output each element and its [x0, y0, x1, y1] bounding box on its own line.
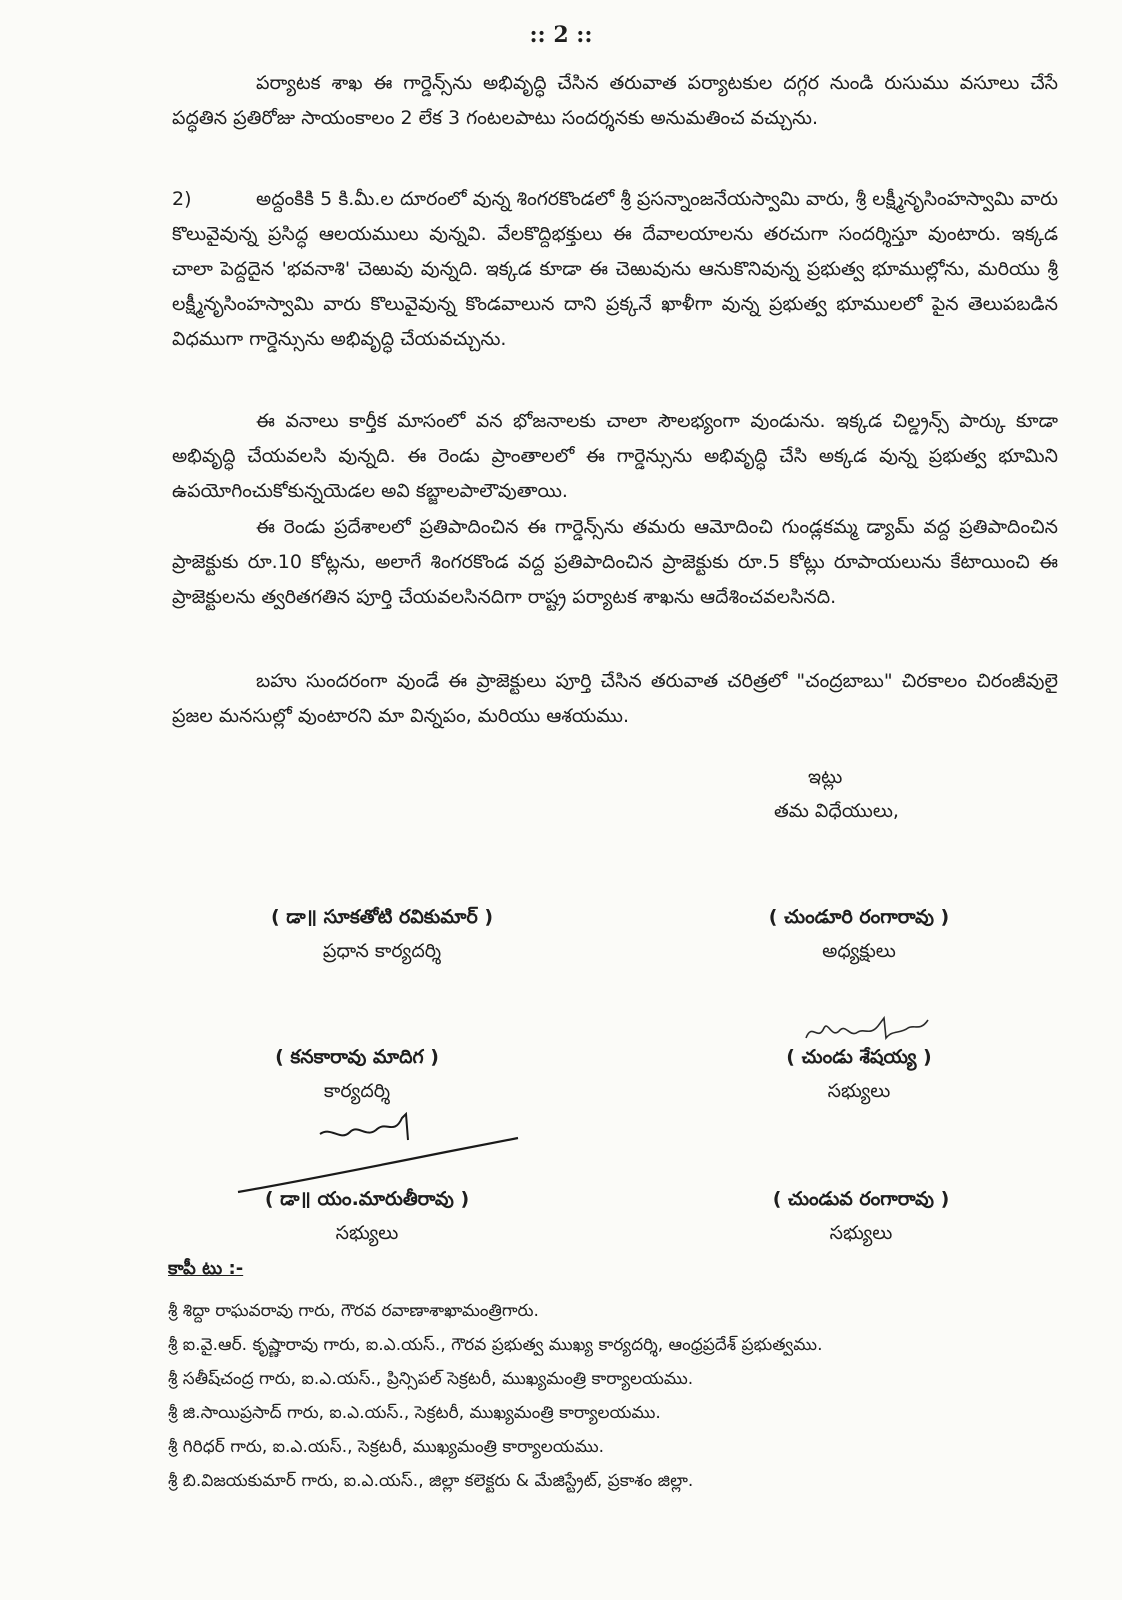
- list-item: శ్రీ బి.విజయకుమార్ గారు, ఐ.ఎ.యస్., జిల్లా కలెక్టరు & మేజిస్ట్రేట్, ప్రకాశం జిల్లా.: [168, 1471, 694, 1491]
- paragraph-2: [172, 182, 1058, 357]
- handwritten-signature-seshayya: [800, 1012, 940, 1048]
- signatory-name: ( చుండూరి రంగారావు ): [768, 906, 950, 928]
- signatory-name: ( డా॥ సూకతోటి రవికుమార్ ): [270, 906, 494, 928]
- signatory-title: అధ్యక్షులు: [822, 940, 896, 962]
- list-item: శ్రీ జి.సాయిప్రసాద్ గారు, ఐ.ఎ.యస్., సెక్రటరీ, ముఖ్యమంత్రి కార్యాలయము.: [168, 1403, 661, 1423]
- paragraph-2-number: 2): [172, 188, 192, 210]
- signatory-general-secretary: [232, 900, 532, 968]
- list-item: శ్రీ గిరిధర్ గారు, ఐ.ఎ.యస్., సెక్రటరీ, ముఖ్యమంత్రి కార్యాలయము.: [168, 1437, 604, 1457]
- closing-vidheyulu: తమ విధేయులు,: [774, 800, 899, 822]
- copy-to-heading: కాపీ టు :-: [168, 1258, 244, 1279]
- list-item: శ్రీ ఐ.వై.ఆర్. కృష్ణారావు గారు, ఐ.ఎ.యస్., గౌరవ ప్రభుత్వ ముఖ్య కార్యదర్శి, ఆంధ్రప్రదేశ్ ప్రభుత్వము.: [168, 1335, 823, 1355]
- signatory-president: [724, 900, 994, 968]
- signatory-member-seshayya: [734, 1040, 984, 1108]
- signatory-title: సభ్యులు: [827, 1080, 891, 1102]
- signatory-title: సభ్యులు: [335, 1222, 399, 1244]
- copy-to-list: [168, 1294, 1068, 1498]
- paragraph-4: ఈ రెండు ప్రదేశాలలో ప్రతిపాదించిన ఈ గార్డెన్స్‌ను తమరు ఆమోదించి గుండ్లకమ్మ డ్యామ్ వద్ద ప్రతిపాదించిన ప్రాజెక్టుకు రూ.10 కోట్లను, అలాగే శింగరకొండ వద్ద ప్రతిపాదించిన ప్రాజెక్టుకు రూ.5 కోట్లు రూపాయలును కేటాయించి ఈ ప్రాజెక్టులను త్వరితగతిన పూర్తి చేయవలసినదిగా రాష్ట్ర పర్యాటక శాఖను ఆదేశించవలసినది.: [172, 516, 1058, 608]
- signatory-title: సభ్యులు: [829, 1222, 893, 1244]
- handwritten-signature-maruthirao: [236, 1112, 536, 1208]
- signatory-name: ( కనకారావు మాదిగ ): [275, 1046, 439, 1068]
- signatory-name: ( చుండువ రంగారావు ): [772, 1188, 950, 1210]
- list-item: శ్రీ సతీష్‌చంద్ర గారు, ఐ.ఎ.యస్., ప్రిన్సిపల్ సెక్రటరీ, ముఖ్యమంత్రి కార్యాలయము.: [168, 1369, 694, 1389]
- signatory-title: కార్యదర్శి: [323, 1080, 391, 1102]
- signatory-member-rangarao: [726, 1182, 996, 1250]
- paragraph-5: బహు సుందరంగా వుండే ఈ ప్రాజెక్టులు పూర్తి చేసిన తరువాత చరిత్రలో "చంద్రబాబు" చిరకాలం చిరంజీవులై ప్రజల మనసుల్లో వుంటారని మా విన్నపం, మరియు ఆశయము.: [172, 670, 1058, 727]
- list-item: శ్రీ శిద్దా రాఘవరావు గారు, గౌరవ రవాణాశాఖామంత్రిగారు.: [168, 1301, 539, 1321]
- closing-itlu: ఇట్లు: [808, 766, 843, 788]
- signatory-name: ( చుండు శేషయ్య ): [786, 1046, 932, 1068]
- signatory-name: ( డా॥ యం.మారుతీరావు ): [264, 1188, 470, 1210]
- page-number: :: 2 ::: [529, 22, 593, 48]
- paragraph-2-text: అద్దంకికి 5 కి.మీ.ల దూరంలో వున్న శింగరకొండలో శ్రీ ప్రసన్నాంజనేయస్వామి వారు, శ్రీ లక్ష్మీనృసింహస్వామి వారు కొలువైవున్న ప్రసిద్ధ ఆలయములు వున్నవి. వేలకొద్దిభక్తులు ఈ దేవాలయాలను తరచుగా సందర్శిస్తూ వుంటారు. ఇక్కడ చాలా పెద్దదైన 'భవనాశి' చెఱువు వున్నది. ఇక్కడ కూడా ఈ చెఱువును ఆనుకొనివున్న ప్రభుత్వ భూముల్లోను, మరియు శ్రీ లక్ష్మీనృసింహస్వామి వారు కొలువైవున్న కొండవాలున దాని ప్రక్కనే ఖాళీగా వున్న ప్రభుత్వ భూములలో పైన తెలుపబడిన విధముగా గార్డెన్సును అభివృద్ధి చేయవచ్చును.: [172, 188, 1058, 350]
- signatory-secretary: [232, 1040, 482, 1108]
- paragraph-1: పర్యాటక శాఖ ఈ గార్డెన్స్‌ను అభివృద్ధి చేసిన తరువాత పర్యాటకుల దగ్గర నుండి రుసుము వసూలు చేసే పద్ధతిన ప్రతిరోజు సాయంకాలం 2 లేక 3 గంటలపాటు సందర్శనకు అనుమతించ వచ్చును.: [172, 72, 1058, 129]
- paragraph-3: ఈ వనాలు కార్తీక మాసంలో వన భోజనాలకు చాలా సౌలభ్యంగా వుండును. ఇక్కడ చిల్డ్రన్స్ పార్కు కూడా అభివృద్ధి చేయవలసి వున్నది. ఈ రెండు ప్రాంతాలలో ఈ గార్డెన్సును అభివృద్ధి చేసి అక్కడ వున్న ప్రభుత్వ భూమిని ఉపయోగించుకోకున్నయెడల అవి కబ్జాలపాలౌవుతాయి.: [172, 410, 1058, 502]
- signatory-title: ప్రధాన కార్యదర్శి: [322, 940, 442, 962]
